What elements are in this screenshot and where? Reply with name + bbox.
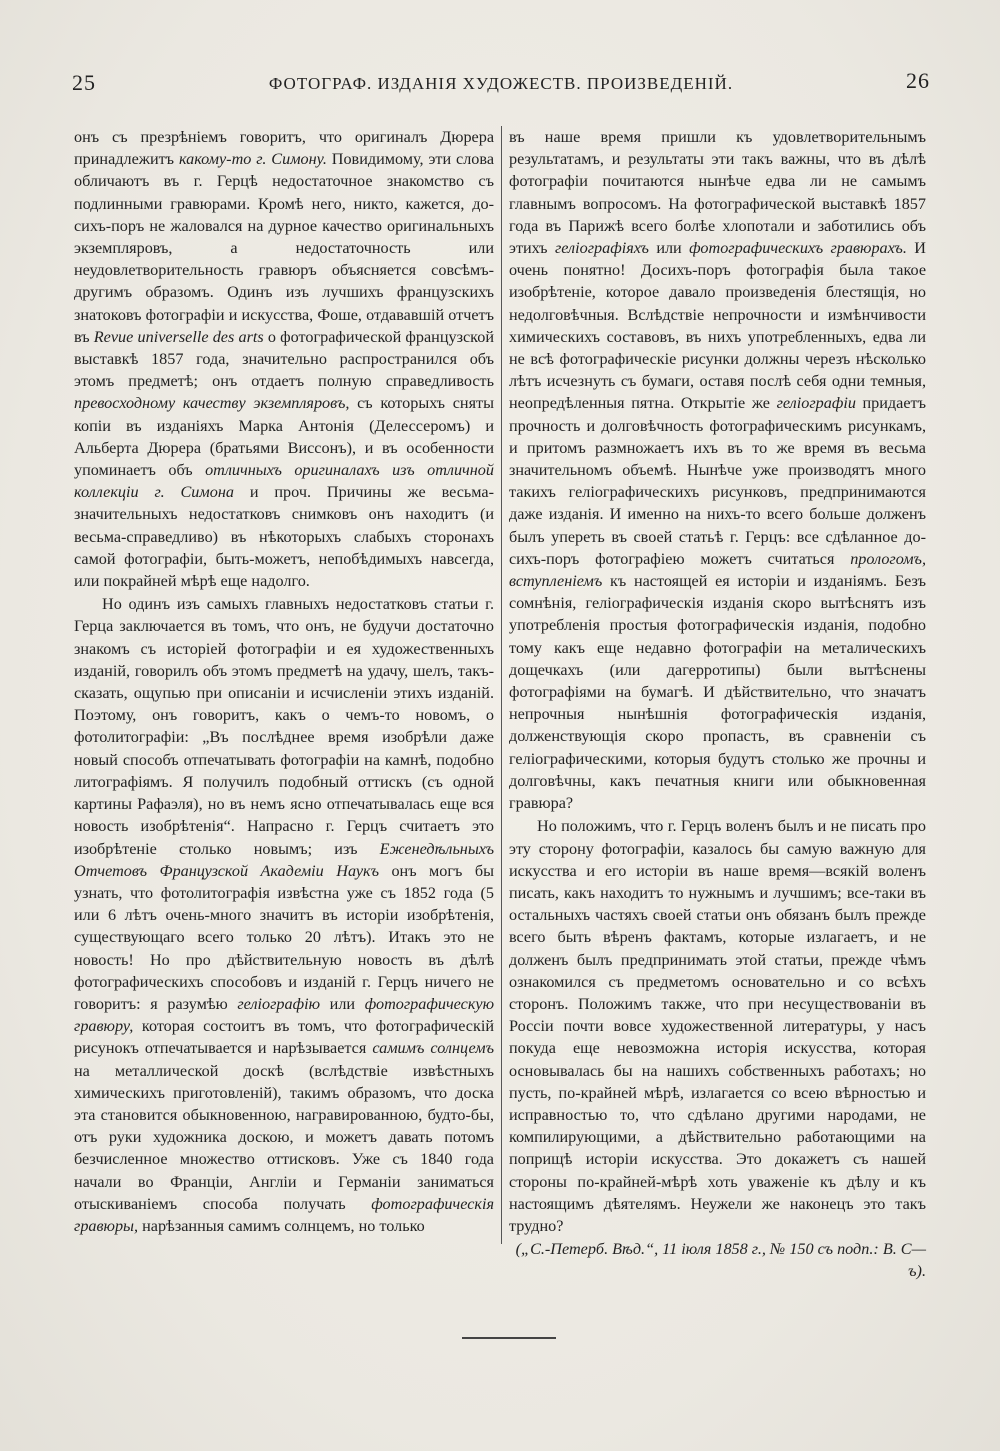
source-citation: („С.-Петерб. Вѣд.“, 11 іюля 1858 г., № 150 съ подп.: В. С—ъ).: [515, 1240, 926, 1281]
italic-text: самимъ солнцемъ: [372, 1039, 495, 1058]
text-run: нарѣзанныя самимъ солнцемъ, но только: [138, 1216, 425, 1235]
italic-text: прологомъ, вступленіемъ: [509, 549, 926, 591]
page-header: [72, 70, 930, 104]
right-paragraph-1: [509, 126, 926, 814]
right-page-number: 26: [906, 68, 930, 93]
text-run: онъ съ презрѣніемъ говоритъ, что оригиналъ Дюрера принадлежитъ: [74, 128, 494, 169]
right-column: [509, 126, 926, 1283]
italic-text: Revue universelle des arts: [93, 327, 264, 346]
running-title: ФОТОГРАФ. ИЗДАНІЯ ХУДОЖЕСТВ. ПРОИЗВЕДЕНІЙ.: [268, 74, 734, 93]
text-run: на металлической доскѣ (вслѣдствіе извѣстныхъ химическихъ приготовленій), такимъ образомъ, что доска эта становится обыкновенною, награвированною, будто-бы, отъ руки художника доскою, и можетъ давать потомъ безчисленное множество оттисковъ. Уже съ 1840 года начали во Франціи, Англіи и Германіи заниматься отыскиваніемъ способа получать: [74, 1061, 494, 1213]
italic-text: фотографическія гравюры,: [74, 1194, 494, 1235]
italic-text: геліографіяхъ: [554, 239, 649, 258]
text-run: о фотографической французской выставкѣ 1857 года, значительно распространился объ этомъ предметѣ; онъ отдаетъ полную справедливость: [74, 327, 494, 391]
left-column: [74, 126, 494, 1237]
text-run: и проч. Причины же весьма-значительныхъ недостатковъ снимковъ онъ находитъ (и весьма-справедливо) въ нѣкоторыхъ слабыхъ сторонахъ самой фотографіи, быть-можетъ, непобѣдимыхъ навсегда, или покрайней мѣрѣ еще надолго.: [74, 483, 495, 591]
text-run: Но одинъ изъ самыхъ главныхъ недостатковъ статьи г. Герца заключается въ томъ, что онъ, не будучи достаточно знакомъ съ исторіей фотографіи и ея художественныхъ изданій, говорилъ объ этомъ предметѣ на удачу, шелъ, такъ-сказать, ощупью при описаніи и исчисленіи этихъ изданій. Поэтому, онъ говоритъ, какъ о чемъ-то новомъ, о фотолитографіи: „Въ послѣднее время изобрѣли даже новый способъ отпечатывать фотографіи на камнѣ, подобно литографіямъ. Я получилъ подобный оттискъ (съ одной картины Рафаэля), но въ немъ ясно отпечатывалась еще вся новость изобрѣтенія“. Напрасно г. Герцъ считаетъ это изобрѣтеніе столько новымъ; изъ: [74, 595, 494, 858]
left-paragraph-1: [74, 126, 494, 592]
text-run: или: [320, 994, 365, 1013]
text-run: Но положимъ, что г. Герцъ воленъ былъ и не писать про эту сторону фотографіи, казалось бы самую важную для искусства и его исторіи въ наше время—всякій воленъ писать, какъ находитъ то нужнымъ и лучшимъ; все-таки въ остальныхъ частяхъ своей статьи онъ обязанъ былъ прежде всего быть вѣренъ фактамъ, которые излагаетъ, и не долженъ былъ предпринимать этой статьи, прежде чѣмъ ознакомился съ предметомъ основательно и со всѣхъ сторонъ. Положимъ также, что при несуществованіи въ Россіи почти вовсе художественной литературы, у насъ покуда еще невозможна исторія искусства, которая основывалась бы на нашихъ собственныхъ работахъ; но пусть, по-крайней мѣрѣ, излагается со всею вѣрностью и исправностью то, что сдѣлано другими народами, не компилирующими, а дѣйствительно работающими на поприщѣ исторіи искусства. Это докажетъ съ нашей стороны по-крайней-мѣрѣ хоть уваженіе къ дѣлу и къ настоящимъ дѣятелямъ. Неужели же наконецъ это такъ трудно?: [509, 817, 926, 1235]
italic-text: отличныхъ оригиналахъ изъ отличной коллекціи г. Симона: [74, 461, 494, 502]
italic-text: Еженедѣльныхъ Отчетовъ Французской Академіи Наукъ: [74, 839, 494, 880]
text-run: въ наше время пришли къ удовлетворительнымъ результатамъ, и результаты эти такъ важны, что въ дѣлѣ фотографіи почитаются нынѣче едва ли не самымъ главнымъ вопросомъ. На фотографической выставкѣ 1857 года въ Парижѣ всего болѣе хлопотали и заботились объ этихъ: [509, 128, 926, 258]
text-run: онъ могъ бы узнать, что фотолитографія извѣстна уже съ 1852 года (5 или 6 лѣтъ очень-много значитъ въ исторіи изобрѣтенія, существующаго всего только 20 лѣтъ). Итакъ это не новость! Но про дѣйствительную новость въ дѣлѣ фотографическихъ способовъ и изданій г. Герцъ ничего не говоритъ: я разумѣю: [74, 861, 494, 1013]
italic-text: геліографію: [237, 994, 321, 1013]
right-paragraph-2: [509, 815, 926, 1237]
left-page-number: 25: [72, 70, 96, 95]
left-paragraph-2: [74, 593, 494, 1237]
text-run: придаетъ прочность и долговѣчность фотографическимъ рисункамъ, и притомъ размножаетъ ихъ въ то же время въ весьма значительномъ объемѣ. Нынѣче уже производятъ много такихъ геліографическихъ рисунковъ, предпринимаются даже изданія. И именно на нихъ-то всего больше долженъ былъ упереть въ своей статьѣ г. Герцъ: все сдѣланное до-сихъ-поръ фотографіею можетъ считаться: [509, 394, 926, 568]
end-rule: [462, 1337, 556, 1339]
italic-text: геліографіи: [776, 394, 856, 413]
text-run: къ настоящей ея исторіи и изданіямъ. Безъ сомнѣнія, геліографическія изданія скоро вытѣснятъ изъ употребленія простыя фотографическія изданія, подобно тому какъ еще недавно фотографіи на металическихъ дощечкахъ (или дагерротипы) были вытѣснены фотографіями на бумагѣ. И дѣйствительно, что значатъ непрочныя нынѣшнія фотографическія изданія, долженствующія скоро пропасть, въ сравненіи съ геліографическими, которыя будутъ столько же прочны и долговѣчны, какъ печатныя книги или обыкновенная гравюра?: [509, 572, 926, 813]
italic-text: какому-то г. Симону.: [178, 150, 327, 169]
italic-text: превосходному качеству экземпляровъ,: [74, 394, 350, 413]
text-run: которая состоитъ въ томъ, что фотографическій рисунокъ отпечатывается и нарѣзывается: [74, 1017, 494, 1058]
text-run: Повидимому, эти слова обличаютъ въ г. Герцѣ недостаточное знакомство съ подлинными гравюрами. Кромѣ него, никто, кажется, до-сихъ-поръ не жаловался на дурное качество оригинальныхъ экземпляровъ, а недостаточность или неудовлетворительность гравюръ объясняется совсѣмъ-другимъ образомъ. Одинъ изъ лучшихъ французскихъ знатоковъ фотографіи и искусства, Фоше, отдававшій отчетъ въ: [74, 150, 495, 346]
text-run: съ которыхъ сняты копіи въ изданіяхъ Марка Антонія (Делессеромъ) и Альберта Дюрера (братьями Виссонъ), и въ особенности упоминаетъ объ: [74, 394, 494, 480]
column-divider: [501, 126, 502, 1244]
text-run: И очень понятно! Досихъ-поръ фотографія была такое изобрѣтеніе, которое давало произведенія блестящія, но недолговѣчныя. Вслѣдствіе непрочности и измѣнчивости химическихъ составовъ, въ нихъ употребленныхъ, едва ли не всѣ фотографическіе рисунки должны черезъ нѣсколько лѣтъ исчезнуть съ бумаги, оставя послѣ себя одни темныя, неопредѣленныя пятна. Открытіе же: [509, 239, 926, 413]
italic-text: фотографическую гравюру,: [74, 994, 494, 1036]
italic-text: фотографическихъ гравюрахъ.: [689, 239, 907, 258]
text-run: или: [648, 239, 690, 258]
